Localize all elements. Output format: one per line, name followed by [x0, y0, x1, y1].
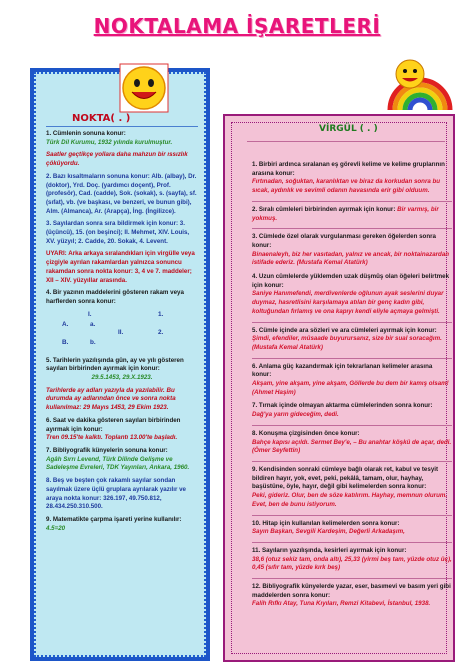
nokta-section-9: 9. Matematikte çarpma işareti yerine kullanılır: 4.5=20: [46, 515, 182, 532]
divider: [252, 542, 452, 543]
virgul-heading-rule: [247, 141, 445, 142]
virgul-section-1: 1. Birbiri ardınca sıralanan eş görevli kelime ve kelime gruplarının arasına konur: Fırtınadan, soğuktan, karanlıktan ve biraz da korkudan sonra bu sıcak, aydınlık ve sevimli odanın havasında erir gibi olduum.: [252, 161, 445, 195]
nokta-body: [46, 130, 198, 537]
nokta-section-6: 6. Saat ve dakika gösteren sayıları birbirinden ayırmak için konur: Tren 09.15'te kalktı. Toplantı 13.00'te başladı.: [46, 416, 181, 442]
virgul-section-7: 7. Tırnak içinde olmayan aktarma cümlelerinden sonra konur: Dağ'ya yarın gideceğim, dedi.: [252, 402, 433, 419]
grid-item: 2.: [158, 328, 164, 336]
grid-item: II.: [118, 328, 124, 336]
virgul-heading: VİRGÜL ( . ): [319, 124, 378, 134]
divider: [252, 578, 452, 579]
nokta-section-5-note: Tarihlerde ay adları yazıyla da yazılabilir. Bu durumda ay adlarından önce ve sonra nokta kullanılmaz: 29 Mayıs 1453, 29 Ekim 1923.: [46, 386, 176, 412]
nokta-grid: [46, 311, 198, 351]
virgul-section-3: 3. Cümlede özel olarak vurgulanması gereken öğelerden sonra konur: Binaenaleyh, biz her vasıtadan, yalnız ve ancak, bir noktainazardan istifade ederiz. (Mustafa Kemal Atatürk): [252, 233, 450, 267]
divider: [252, 228, 452, 229]
grid-item: B.: [62, 338, 69, 346]
page-title: NOKTALAMA İŞARETLERİ: [93, 14, 381, 38]
virgul-section-8: 8. Konuşma çizgisinden önce konur: Bahçe kapısı açıldı. Sermet Bey'e, – Bu anahtar köşkü de açar, dedi. (Ömer Seyfettin): [252, 429, 452, 455]
nokta-section-1-example: Saatler geçtikçe yollara daha mahzun bir ıssızlık çöküyordu.: [46, 151, 188, 168]
virgul-section-11: 11. Sayıların yazılışında, kesirleri ayırmak için konur: 38,6 (otuz sekiz tam, onda altı), 25,33 (yirmi beş tam, yüzde otuz üç), 0,45 (sıfır tam, yüzde kırk beş): [252, 546, 452, 572]
divider: [252, 461, 452, 462]
virgul-section-5: 5. Cümle içinde ara sözleri ve ara cümleleri ayırmak için konur: Şimdi, efendiler, müsaade buyurursanız, size bir sual soracağım. (Mustafa Kemal Atatürk): [252, 326, 442, 351]
nokta-section-7: 7. Bibliyografik künyelerin sonuna konur: Agâh Sırrı Levend, Türk Dilinde Gelişme ve Sadeleşme Evreleri, TDK Yayınları, Ankara, 1960.: [46, 446, 190, 472]
virgul-section-6: 6. Anlama güç kazandırmak için tekrarlanan kelimeler arasına konur: Akşam, yine akşam, yine akşam, Göllerde bu dem bir kamış olsam! (Ahmet Haşim): [252, 362, 449, 396]
divider: [252, 358, 452, 359]
grid-item: b.: [90, 338, 96, 346]
grid-item: I.: [88, 310, 92, 318]
virgul-body: [252, 161, 452, 614]
divider: [252, 322, 452, 323]
nokta-heading: NOKTA( . ): [72, 113, 131, 124]
nokta-section-2: 2. Bazı kısaltmaların sonuna konur: Alb. (albay), Dr. (doktor), Yrd. Doç. (yardımcı doçent), Prof. (profesör), Cad. (cadde), Sok. (sokak), s. (sayfa), sf. (sıfat), vb. (ve başkası, ve benzeri, ve bunun gibi), Alm. (Almanca), Ar. (Arapça), İng. (İngilizce).: [46, 172, 197, 215]
grid-item: A.: [62, 320, 69, 328]
nokta-heading-rule: [46, 126, 198, 127]
nokta-section-1: 1. Cümlenin sonuna konur: Türk Dil Kurumu, 1932 yılında kurulmuştur.: [46, 130, 173, 146]
virgul-section-9: 9. Kendisinden sonraki cümleye bağlı olarak ret, kabul ve tesyit bildiren hayır, yok, evet, peki, pekâlâ, tamam, olur, hayhay, başüstüne, öyle, hayır, değil gibi kelimelerden sonra konur: Peki, gideriz. Olur, ben de söze katılırım. Hayhay, memnun olurum. Evet, ben de bunu istiyorum.: [252, 465, 448, 508]
rainbow-smiley-icon: [380, 52, 460, 116]
grid-item: 1.: [158, 310, 164, 318]
grid-item: a.: [90, 320, 96, 328]
divider: [252, 515, 452, 516]
virgul-section-12: 12. Bibliyografik künyelerde yazar, eser, basımevi ve basım yeri gibi maddelerden sonra konur: Falih Rıfkı Atay, Tuna Kıyıları, Remzi Kitabevi, İstanbul, 1938.: [252, 583, 451, 608]
nokta-section-5: 5. Tarihlerin yazılışında gün, ay ve yılı gösteren sayıları birbirinden ayırmak için konur: 29.5.1453, 29.X.1923.: [46, 356, 184, 382]
virgul-section-10: 10. Hitap için kullanılan kelimelerden sonra konur: Sayın Başkan, Sevgili Kardeşim, Değerli Arkadaşım,: [252, 519, 405, 536]
divider: [252, 201, 452, 202]
nokta-section-4: 4. Bir yazının maddelerini gösteren rakam veya harflerden sonra konur:: [46, 289, 184, 305]
virgul-section-2: 2. Sıralı cümleleri birbirinden ayırmak için konur: Bir varmış, bir yokmuş.: [252, 205, 439, 222]
nokta-uyari: UYARI: Arka arkaya sıralandıkları için virgülle veya çizgiyle ayrılan rakamlardan yalnızca sonuncu rakamdan sonra nokta konur: 3, 4 ve 7. maddeler; XII – XIV. yüzyıllar arasında.: [46, 250, 195, 284]
nokta-section-3: 3. Sayılardan sonra sıra bildirmek için konur: 3. (üçüncü), 15. (on beşinci); II. Mehmet, XIV. Louis, XV. yüzyıl; 2. Cadde, 20. Sokak, 4. Levent.: [46, 220, 190, 245]
virgul-section-4: 4. Uzun cümlelerde yüklemden uzak düşmüş olan öğeleri belirtmek için konur: Saniye Hanımefendi, merdivenlerde oğlunun ayak seslerini duyar duymaz, hasretlisini karşılamaya atılan bir genç kadın gibi, koltuğundan fırlamış ve ona kapıyı kendi eliyle açmaya gelmişti.: [252, 273, 450, 315]
nokta-section-8: 8. Beş ve beşten çok rakamlı sayılar sondan sayılmak üzere üçlü gruplara ayrılarak yazılır ve araya nokta konur: 326.197, 49.750.812, 28.434.250.310.500.: [46, 477, 186, 511]
smiley-face-icon: [118, 62, 170, 114]
divider: [252, 425, 452, 426]
